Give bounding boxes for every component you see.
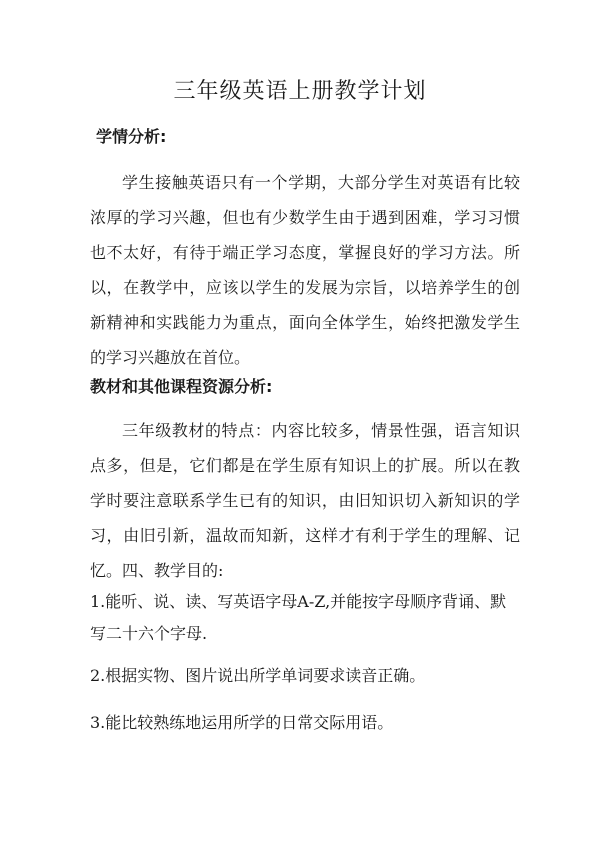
section-heading-learning-analysis: 学情分析: (96, 127, 167, 146)
section-paragraph-learning-analysis: 学生接触英语只有一个学期，大部分学生对英语有比较浓厚的学习兴趣，但也有少数学生由于遇到困难，学习习惯也不太好，有待于端正学习态度，掌握良好的学习方法。所以，在教学中，应该以学生的发展为宗旨，以培养学生的创新精神和实践能力为重点，面向全体学生，始终把激发学生的学习兴趣放在首位。 (90, 173, 520, 367)
objective-item-1: 1.能听、说、读、写英语字母A-Z,并能按字母顺序背诵、默写二十六个字母. (90, 592, 507, 643)
document-title: 三年级英语上册教学计划 (173, 79, 427, 104)
objective-item-3: 3.能比较熟练地运用所学的日常交际用语。 (90, 713, 394, 732)
section-heading-materials-analysis: 教材和其他课程资源分析: (90, 377, 273, 396)
objective-item-2: 2.根据实物、图片说出所学单词要求读音正确。 (90, 666, 426, 685)
section-paragraph-materials-analysis: 三年级教材的特点：内容比较多，情景性强，语言知识点多，但是，它们都是在学生原有知识上的扩展。所以在教学时要注意联系学生已有的知识，由旧知识切入新知识的学习，由旧引新，温故而知新，这样才有利于学生的理解、记忆。四、教学目的: (90, 421, 520, 580)
